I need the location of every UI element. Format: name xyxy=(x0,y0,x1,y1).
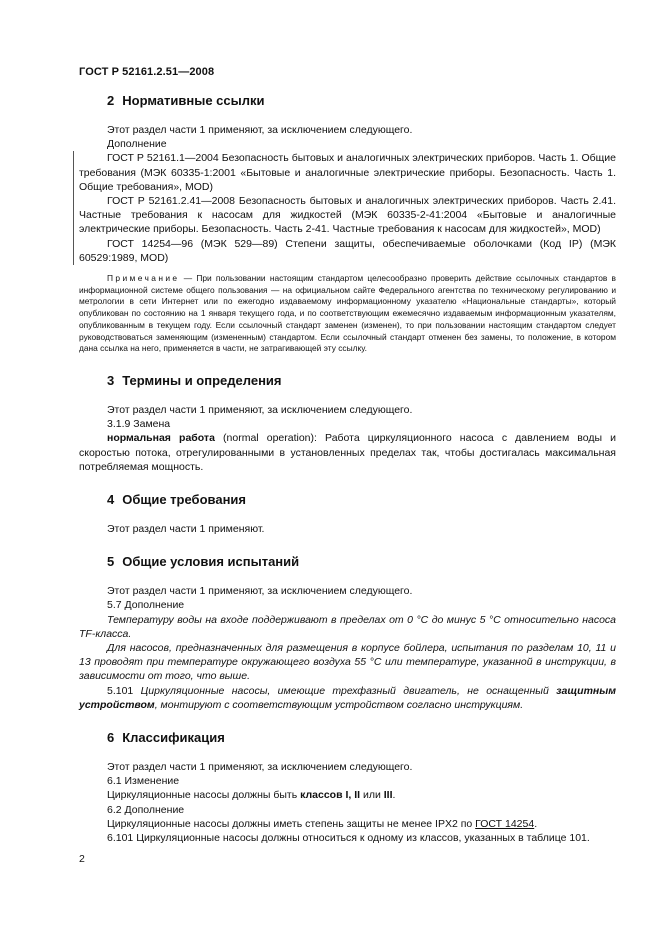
paragraph: Этот раздел части 1 применяют, за исключением следующего. xyxy=(107,124,413,136)
paragraph: 5.7 Дополнение xyxy=(107,599,185,612)
section-heading-4: 4 Общие требования xyxy=(107,491,246,507)
change-marked-block xyxy=(79,151,616,265)
paragraph: Циркуляционные насосы должны иметь степень защиты не менее IPX2 по ГОСТ 14254. xyxy=(107,817,538,830)
paragraph: Этот раздел части 1 применяют, за исключением следующего. xyxy=(107,403,413,416)
page-number: 2 xyxy=(79,853,85,865)
note-label: Примечание xyxy=(107,273,180,284)
normative-reference: ГОСТ 14254—96 (МЭК 529—89) Степени защиты, обеспечиваемые оболочками (Код IP) (МЭК 60529:1989, MOD) xyxy=(79,237,616,264)
term-definition: нормальная работа (normal operation): Работа циркуляционного насоса с давлением воды и скоростью потока, отрегулированными в установленных пределах так, чтобы достигалась максимальная потребляемая мощность. xyxy=(79,432,616,473)
document-code-header: ГОСТ Р 52161.2.51—2008 xyxy=(79,66,215,78)
clause-5-101: 5.101 Циркуляционные насосы, имеющие трехфазный двигатель, не оснащенный защитным устройством, монтируют с соответствующим устройством согласно инструкциям. xyxy=(79,684,616,711)
section-heading-5: 5 Общие условия испытаний xyxy=(107,554,300,570)
paragraph: Этот раздел части 1 применяют. xyxy=(107,522,265,535)
paragraph: 3.1.9 Замена xyxy=(107,418,171,431)
paragraph: 6.2 Дополнение xyxy=(107,803,185,816)
italic-paragraph: Для насосов, предназначенных для размещения в корпусе бойлера, испытания по разделам 10, 11 и 13 проводят при температуре окружающего воздуха 55 °С или температуре, указанной в инструкции, в зависимости от того, что выше. xyxy=(79,641,616,683)
paragraph: Этот раздел части 1 применяют, за исключением следующего. xyxy=(107,761,413,773)
gost-14254-link[interactable]: ГОСТ 14254 xyxy=(475,817,535,830)
term: нормальная работа xyxy=(107,432,215,445)
change-bar xyxy=(73,151,74,265)
page-content xyxy=(79,92,616,845)
section-heading-6: 6 Классификация xyxy=(107,730,225,745)
paragraph: Циркуляционные насосы должны быть классов I, II или III. xyxy=(107,789,396,802)
paragraph: 6.101 Циркуляционные насосы должны относиться к одному из классов, указанных в таблице 101. xyxy=(107,832,590,845)
italic-paragraph: Температуру воды на входе поддерживают в пределах от 0 °С до минус 5 °С относительно насоса TF-класса. xyxy=(79,613,616,640)
section-heading-2: 2 Нормативные ссылки xyxy=(107,93,265,108)
normative-reference: ГОСТ Р 52161.2.41—2008 Безопасность бытовых и аналогичных электрических приборов. Часть 2.41. Частные требования к насосам для жидкостей (МЭК 60335-2-41:2004 «Бытовые и аналогичные электрические приборы. Безопасность. Часть 2-41. Частные требования к насосам для жидкостей», MOD) xyxy=(79,195,616,236)
paragraph: Дополнение xyxy=(107,138,167,151)
section-heading-3: 3 Термины и определения xyxy=(107,372,282,388)
paragraph: Этот раздел части 1 применяют, за исключением следующего. xyxy=(107,585,413,598)
note-paragraph xyxy=(79,273,616,355)
note-text: — При пользовании настоящим стандартом целесообразно проверить действие ссылочных стандартов в информационной системе общего пользования — на официальном сайте Федерального агентства по техническому регулированию и метрологии в сети Интернет или по ежегодно издаваемому информационному указателю «Национальные стандарты», который опубликован по состоянию на 1 января текущего года, и по соответствующим ежемесячно издаваемым информационным указателям, опубликованным в текущем году. Если ссылочный стандарт заменен (изменен), то при пользовании настоящим стандартом следует руководствоваться заменяющим (измененным) стандартом. Если ссылочный стандарт отменен без замены, то положение, в котором дана ссылка на него, применяется в части, не затрагивающей эту ссылку. xyxy=(79,273,616,354)
paragraph: 6.1 Изменение xyxy=(107,775,180,788)
normative-reference: ГОСТ Р 52161.1—2004 Безопасность бытовых и аналогичных электрических приборов. Часть 1. Общие требования (МЭК 60335-1:2001 «Бытовые и аналогичные электрические приборы. Безопасность. Часть 1. Общие требования», MOD) xyxy=(79,152,616,193)
